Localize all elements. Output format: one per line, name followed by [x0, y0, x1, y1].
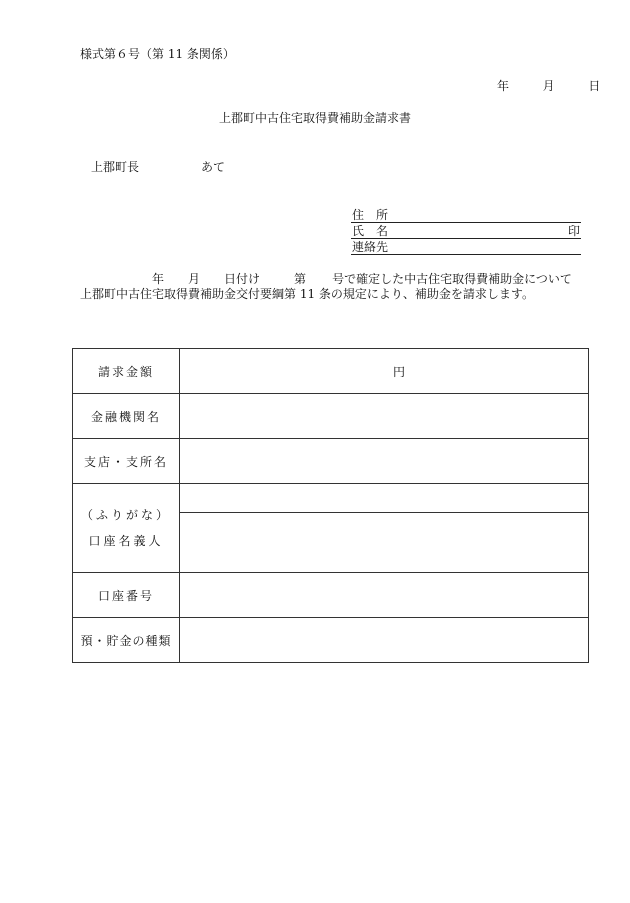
branch-label: 支店・支所名: [73, 439, 180, 484]
holder-field[interactable]: [180, 513, 589, 573]
bank-label: 金融機関名: [73, 394, 180, 439]
table-row-amount: [73, 349, 589, 394]
date-day: 日: [588, 79, 601, 93]
furigana-label: （ふりがな）: [80, 508, 171, 522]
body-year: 年: [152, 272, 165, 286]
holder-furigana-field[interactable]: [180, 484, 589, 513]
body-text: [80, 272, 572, 302]
body-line-1: [80, 272, 572, 287]
claim-table: [72, 348, 589, 663]
deposit-type-field[interactable]: [180, 618, 589, 663]
addressee: [91, 160, 225, 174]
applicant-address-row[interactable]: [351, 208, 581, 223]
table-row-deposit-type: [73, 618, 589, 663]
seal-mark: 印: [567, 224, 580, 238]
date-year: 年: [497, 79, 510, 93]
addressee-suffix: あて: [201, 160, 226, 174]
body-line-1-rest: 号で確定した中古住宅取得費補助金について: [332, 272, 572, 286]
account-no-field[interactable]: [180, 573, 589, 618]
addressee-name: 上郡町長: [91, 160, 140, 174]
body-line-2: 上郡町中古住宅取得費補助金交付要綱第 11 条の規定により、補助金を請求します。: [80, 287, 534, 301]
amount-field[interactable]: [180, 349, 589, 394]
date-month: 月: [542, 79, 555, 93]
date-line: [497, 79, 600, 93]
body-month: 月: [188, 272, 201, 286]
holder-label: 口座名義人: [88, 534, 164, 548]
table-row-holder-furigana: [73, 484, 589, 513]
address-label: 住 所: [352, 208, 389, 222]
form-number: 様式第６号（第 11 条関係）: [80, 47, 235, 61]
contact-label: 連絡先: [352, 240, 389, 254]
branch-field[interactable]: [180, 439, 589, 484]
deposit-type-label: 預・貯金の種類: [73, 618, 180, 663]
document-title: 上郡町中古住宅取得費補助金請求書: [218, 111, 411, 125]
table-row-bank: [73, 394, 589, 439]
amount-label: 請求金額: [73, 349, 180, 394]
name-label: 氏 名: [352, 224, 389, 238]
table-row-branch: [73, 439, 589, 484]
yen-unit: 円: [392, 364, 405, 379]
holder-label-cell: [73, 484, 180, 573]
applicant-contact-row[interactable]: [351, 240, 581, 255]
account-no-label: 口座番号: [73, 573, 180, 618]
body-dated: 日付け: [224, 272, 261, 286]
bank-field[interactable]: [180, 394, 589, 439]
table-row-account-no: [73, 573, 589, 618]
applicant-name-row[interactable]: [351, 224, 581, 239]
body-no-prefix: 第: [294, 272, 307, 286]
